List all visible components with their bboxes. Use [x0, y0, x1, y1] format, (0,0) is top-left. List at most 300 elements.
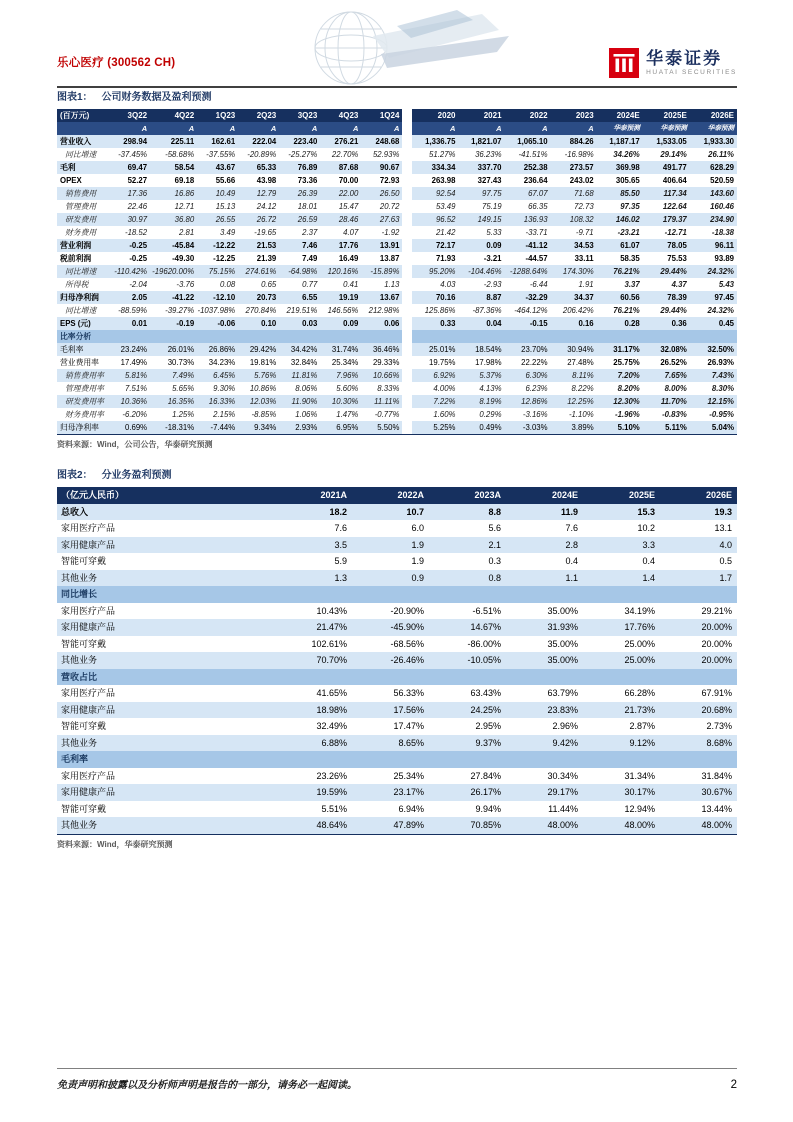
table1-annual-value: 160.46	[710, 202, 734, 211]
table1-cell	[197, 330, 238, 343]
table1-annual-value: 7.22%	[412, 395, 458, 408]
table1-quarter-value: 52.27	[127, 176, 148, 185]
table1-annual-value: 31.17%	[597, 343, 643, 356]
table2-value: 30.67%	[660, 784, 737, 801]
table1-quarter-value: 26.72	[238, 213, 279, 226]
table2-value: 34.19%	[624, 605, 655, 616]
table2-value: 0.5	[719, 556, 732, 566]
table2-value: 1.9	[352, 537, 429, 554]
table1-annual-value: 263.98	[431, 176, 456, 185]
table1-annual-value: 97.45	[690, 291, 737, 304]
table2-value: 20.00%	[660, 652, 737, 669]
globe-watermark	[277, 8, 517, 86]
table1-quarter-value: 0.77	[302, 280, 318, 289]
table1-row	[57, 356, 737, 369]
table1-quarter-value: 43.67	[197, 161, 238, 174]
figure-2-label: 图表2：	[57, 470, 93, 481]
table2-value: 5.6	[488, 523, 501, 533]
table2-value: 10.7	[352, 504, 429, 521]
table1-annual-value: 491.77	[643, 161, 690, 174]
table1-gap-cell	[402, 330, 412, 343]
figure-1-title	[57, 92, 737, 104]
table1-row-label: 财务费用率	[65, 410, 104, 419]
table1-quarter-value: 219.51%	[286, 306, 318, 315]
table1-annual-value: 5.25%	[412, 421, 458, 435]
table1-quarter-value: -19.65	[254, 228, 277, 237]
table2-row-label: 其他业务	[57, 570, 275, 587]
table2-row-label: 智能可穿戴	[61, 638, 107, 649]
table1-annual-header: 2021	[458, 109, 504, 122]
table2-value: 30.17%	[583, 784, 660, 801]
table2-value: 41.65%	[316, 688, 347, 698]
table1-annual-value: 32.08%	[643, 343, 690, 356]
table1-annual-value: 4.37	[671, 280, 687, 289]
table1-annual-value: 18.54%	[458, 343, 504, 356]
table1-annual-value: -3.03%	[505, 421, 551, 435]
table1-annual-value: -18.38	[711, 228, 734, 237]
table1-annual-value: 628.29	[690, 161, 737, 174]
table1-annual-value: 72.73	[574, 202, 594, 211]
table1-row-label: 毛利率	[57, 343, 109, 356]
table1-forecast-flag: 华泰预测	[690, 122, 737, 135]
table2-body	[57, 504, 737, 835]
table2-value: 8.68%	[660, 735, 737, 752]
table1-annual-value: 75.53	[667, 254, 687, 263]
table1-actual-flag: A	[109, 122, 150, 135]
figure-1-section	[57, 92, 737, 450]
table2-value: 1.9	[411, 556, 424, 566]
table1-annual-value: 95.20%	[412, 265, 458, 278]
table1-annual-value: 96.52	[412, 213, 458, 226]
table2-value: 6.88%	[275, 735, 352, 752]
table1-cell	[361, 330, 402, 343]
table1-quarter-value: -6.20%	[122, 410, 148, 419]
table1-quarter-value: 0.41	[343, 280, 359, 289]
table1-row-label: 归母净利率	[57, 421, 109, 435]
table1-annual-value: 149.15	[458, 213, 504, 226]
table1-quarter-value: 55.66	[215, 176, 236, 185]
table1-quarter-value: 76.89	[279, 161, 320, 174]
table1-annual-value: -1288.64%	[505, 265, 551, 278]
table2-cell	[660, 669, 737, 686]
table1-quarter-value: 26.55	[197, 213, 238, 226]
table1-quarter-value: 10.30%	[320, 395, 361, 408]
table1-actual-flag: A	[551, 122, 597, 135]
table1-annual-value: 5.37%	[458, 369, 504, 382]
table1-quarter-header: 3Q22	[109, 109, 150, 122]
table1-row-label: 销售费用率	[57, 369, 109, 382]
table1-annual-value: 327.43	[477, 176, 502, 185]
table2-row	[57, 718, 737, 735]
table1-quarter-value: -37.45%	[118, 150, 148, 159]
table1-annual-value: 236.64	[523, 176, 548, 185]
table1-quarter-value: 2.81	[178, 228, 195, 237]
table1-annual-value: 12.15%	[690, 395, 737, 408]
table2-value: 31.93%	[506, 619, 583, 636]
table1-gap-cell	[402, 395, 412, 408]
table2-value: 10.2	[637, 523, 655, 533]
table1-forecast-flag: 华泰预测	[597, 122, 643, 135]
table1-annual-value: 1.60%	[433, 410, 456, 419]
table2-value: 13.44%	[701, 803, 732, 814]
table1-row	[57, 161, 737, 174]
table1-quarter-value: 0.03	[279, 317, 320, 330]
table2-value: 23.83%	[506, 702, 583, 719]
figure-1-label: 图表1：	[57, 92, 93, 103]
table1-quarter-value: 10.36%	[109, 395, 150, 408]
table1-annual-value: 884.26	[551, 135, 597, 148]
table1-gap-cell	[402, 109, 412, 122]
table1-annual-value: -464.12%	[514, 306, 548, 315]
table1-quarter-value: 34.42%	[279, 343, 320, 356]
table2-value: 31.84%	[701, 770, 732, 781]
table1-quarter-value: 36.80	[150, 213, 197, 226]
table2-value: 14.67%	[429, 619, 506, 636]
table2-value: 19.59%	[275, 784, 352, 801]
table1-annual-value: -1.96%	[615, 410, 640, 419]
table1-quarter-value: 11.81%	[279, 369, 320, 382]
figure-2-section	[57, 470, 737, 850]
table1-gap-cell	[402, 174, 412, 187]
table2-value: 31.34%	[624, 770, 655, 781]
table1-row-label: 同比增速	[65, 306, 97, 315]
table1-quarter-value: 36.46%	[361, 343, 402, 356]
table1-annual-value: -87.36%	[472, 306, 502, 315]
table1-quarter-value: 11.90%	[279, 395, 320, 408]
table1-quarter-value: 31.74%	[320, 343, 361, 356]
table2-value: 47.89%	[352, 817, 429, 834]
table1-annual-value: 369.98	[597, 161, 643, 174]
table1-row-label: 所得税	[65, 280, 89, 289]
table1-quarter-value: 25.34%	[331, 358, 359, 367]
table2-value: 70.70%	[275, 652, 352, 669]
table1-annual-value: -0.15	[505, 317, 551, 330]
table1-quarter-value: 1.13	[384, 280, 400, 289]
table2-row-label: 总收入	[57, 504, 275, 521]
table1-annual-value: 76.21%	[597, 265, 643, 278]
table1-annual-value: 1,821.07	[458, 135, 504, 148]
table1-quarter-value: -0.25	[129, 254, 148, 263]
table2-row-label: 智能可穿戴	[61, 556, 107, 566]
table1-quarter-value: 2.05	[109, 291, 150, 304]
table1-annual-header: 2025E	[643, 109, 690, 122]
table1-quarter-value: 16.35%	[150, 395, 197, 408]
table1-annual-value: -104.46%	[458, 265, 504, 278]
table1-row-label: EPS (元)	[57, 317, 109, 330]
table1-annual-value: 5.43	[718, 280, 734, 289]
table1-quarter-value: 28.46	[320, 213, 361, 226]
table1-annual-value: 25.01%	[412, 343, 458, 356]
table1-annual-value: -41.51%	[518, 150, 548, 159]
table1-annual-value: 0.28	[597, 317, 643, 330]
table2-value: 48.00%	[506, 817, 583, 834]
figure-1-caption: 公司财务数据及盈利预测	[101, 92, 212, 103]
table1-annual-value: -2.93	[483, 280, 502, 289]
table2-col-header: 2023A	[429, 487, 506, 504]
table1-quarter-value: 70.00	[338, 176, 359, 185]
table1-annual-value: 51.27%	[429, 150, 456, 159]
table2-value: 63.79%	[547, 688, 578, 698]
table1-row	[57, 239, 737, 252]
table2-cell	[583, 669, 660, 686]
table1-row-label: 财务费用	[65, 228, 97, 237]
table1-quarter-value: 1.25%	[172, 410, 195, 419]
table2-section-row	[57, 586, 737, 603]
table1-section-label: 比率分析	[57, 330, 109, 343]
table1-quarter-value: 222.04	[238, 135, 279, 148]
table1-gap-cell	[402, 343, 412, 356]
table2-cell	[352, 669, 429, 686]
table1-quarter-value: -37.55%	[206, 150, 236, 159]
table1-quarter-value: 12.79	[238, 187, 279, 200]
table1-annual-value: 25.75%	[613, 358, 640, 367]
table1-annual-value: 3.37	[624, 280, 640, 289]
table1-quarter-value: 298.94	[109, 135, 150, 148]
table2-value: 26.17%	[429, 784, 506, 801]
table1-annual-value: 0.33	[412, 317, 458, 330]
table1-quarter-value: 26.86%	[197, 343, 238, 356]
table1-quarter-value: -20.89%	[247, 150, 277, 159]
table1-annual-value: 21.42	[435, 228, 456, 237]
table2-row	[57, 619, 737, 636]
table1-quarter-value: 21.53	[238, 239, 279, 252]
table2-value: -6.51%	[472, 605, 501, 616]
table1-quarter-value: 27.63	[361, 213, 402, 226]
table1-annual-value: 76.21%	[613, 306, 640, 315]
table1-annual-value: 5.11%	[643, 421, 690, 435]
figure-2-title	[57, 470, 737, 482]
table1-quarter-value: 87.68	[320, 161, 361, 174]
table2-section-label: 毛利率	[57, 751, 275, 768]
table1-quarter-value: 65.33	[238, 161, 279, 174]
table1-quarter-value: 0.01	[109, 317, 150, 330]
table1-quarter-header: 1Q23	[197, 109, 238, 122]
table1-quarter-value: 12.03%	[238, 395, 279, 408]
table2-cell	[506, 669, 583, 686]
table1-actual-flag: A	[361, 122, 402, 135]
table1-subheader-empty	[57, 122, 109, 135]
table2-value: 25.00%	[624, 638, 655, 649]
table1-annual-value: 252.38	[505, 161, 551, 174]
table2-value: 2.73%	[706, 721, 732, 731]
table1-row-label: 归母净利润	[57, 291, 109, 304]
table1-annual-value: -33.71	[525, 228, 548, 237]
table2-value: 13.1	[714, 523, 732, 533]
table1-annual-value: 26.11%	[708, 150, 734, 159]
table2-cell	[429, 751, 506, 768]
table1-annual-value: 29.44%	[660, 306, 687, 315]
table1-annual-value: 1,533.05	[643, 135, 690, 148]
figure-1-source: 资料来源：Wind，公司公告，华泰研究预测	[57, 440, 213, 449]
table1-quarter-value: 9.30%	[213, 384, 236, 393]
table1-gap-cell	[402, 135, 412, 148]
table2-cell	[429, 669, 506, 686]
table1-annual-value: 24.32%	[707, 306, 734, 315]
table1-quarter-value: 15.47	[338, 202, 359, 211]
table1-quarter-value: 75.15%	[197, 265, 238, 278]
table1-quarter-value: 7.49	[302, 254, 318, 263]
table1-annual-value: 5.33	[486, 228, 502, 237]
table1-cell	[109, 330, 150, 343]
table1-quarter-value: -0.06	[197, 317, 238, 330]
table1-quarter-value: 17.76	[320, 239, 361, 252]
brand-name-cn: 华泰证券	[646, 49, 723, 68]
table2-value: 25.00%	[583, 652, 660, 669]
table1-quarter-value: -18.31%	[150, 421, 197, 435]
table1-row-label: 营业利润	[57, 239, 109, 252]
table1-section-row	[57, 330, 737, 343]
table1-annual-value: 143.60	[690, 187, 737, 200]
table1-quarter-header: 4Q22	[150, 109, 197, 122]
table2-value: 32.49%	[316, 721, 347, 731]
table1-annual-value: 97.35	[620, 202, 640, 211]
table1-annual-value: 22.22%	[521, 358, 548, 367]
table2-col-header: 2026E	[660, 487, 737, 504]
table1-annual-value: 53.49	[435, 202, 456, 211]
table1-annual-value: 29.14%	[660, 150, 687, 159]
table1-gap-cell	[402, 291, 412, 304]
table1-quarter-value: 276.21	[320, 135, 361, 148]
table1-cell	[690, 330, 737, 343]
table1-quarter-value: 6.55	[279, 291, 320, 304]
table1-actual-flag: A	[505, 122, 551, 135]
table2-value: 8.8	[429, 504, 506, 521]
table1-quarter-value: 30.73%	[167, 358, 195, 367]
table2-value: 19.3	[660, 504, 737, 521]
table2-row	[57, 685, 737, 702]
table1-annual-value: 0.16	[551, 317, 597, 330]
table1-annual-value: 92.54	[412, 187, 458, 200]
table2-value: 23.17%	[352, 784, 429, 801]
table1-cell	[150, 330, 197, 343]
table1-row-label: 营业费用率	[60, 358, 99, 367]
table1-annual-value: 75.19	[482, 202, 502, 211]
table1-annual-value: -6.44	[529, 280, 548, 289]
table1-quarter-value: 22.00	[320, 187, 361, 200]
table1-annual-value: 179.37	[643, 213, 690, 226]
table1-annual-value: 136.93	[505, 213, 551, 226]
table2-value: 9.12%	[583, 735, 660, 752]
table2-row	[57, 768, 737, 785]
table1-quarter-value: -15.89%	[361, 265, 402, 278]
table1-head	[57, 109, 737, 135]
table1-annual-value: 19.75%	[429, 358, 456, 367]
table1-annual-header: 2026E	[690, 109, 737, 122]
table2-value: 0.4	[565, 556, 578, 566]
table1-annual-value: 406.64	[662, 176, 687, 185]
table2-value: 2.8	[506, 537, 583, 554]
table1-annual-value: 6.23%	[525, 384, 548, 393]
table2-cell	[583, 751, 660, 768]
table2-value: 56.33%	[393, 688, 424, 698]
table1-quarter-value: 24.12	[256, 202, 277, 211]
table1-quarter-value: 5.65%	[172, 384, 195, 393]
table1-quarter-value: 146.56%	[327, 306, 359, 315]
table1-cell	[597, 330, 643, 343]
table1-quarter-value: 29.42%	[238, 343, 279, 356]
table1-annual-value: 8.22%	[571, 384, 594, 393]
table1-quarter-value: 248.68	[361, 135, 402, 148]
table1-quarter-value: 16.86	[150, 187, 197, 200]
table2-row-label: 家用健康产品	[57, 537, 275, 554]
table1-quarter-value: 10.49	[197, 187, 238, 200]
table1-actual-flag: A	[458, 122, 504, 135]
table1-annual-value: 17.98%	[475, 358, 502, 367]
table2-cell	[583, 586, 660, 603]
table1-gap-cell	[402, 408, 412, 421]
table1-quarter-value: 16.33%	[197, 395, 238, 408]
table2-value: 7.6	[334, 523, 347, 533]
table1-gap-cell	[402, 356, 412, 369]
table1-quarter-value: -0.77%	[374, 410, 400, 419]
table1-actual-flag: A	[197, 122, 238, 135]
table1-annual-value: -23.21	[617, 228, 640, 237]
huatai-logo-icon	[609, 48, 639, 78]
table1-annual-value: 93.89	[714, 254, 734, 263]
table1-quarter-value: 11.11%	[361, 395, 402, 408]
table2-section-row	[57, 669, 737, 686]
table1-body	[57, 135, 737, 435]
table2-value: 2.87%	[629, 721, 655, 731]
table1-annual-value: 5.04%	[690, 421, 737, 435]
table1-quarter-value: -0.25	[109, 239, 150, 252]
table2-value: 1.7	[660, 570, 737, 587]
table1-annual-value: -9.71	[575, 228, 594, 237]
table1-annual-value: 0.04	[458, 317, 504, 330]
table2-col-header: 2025E	[583, 487, 660, 504]
table1-quarter-value: 73.36	[297, 176, 318, 185]
table1-quarter-value: -58.68%	[165, 150, 195, 159]
table1-quarter-value: 1.06%	[295, 410, 318, 419]
table1-annual-value: 3.89%	[551, 421, 597, 435]
table1-annual-value: 5.10%	[597, 421, 643, 435]
table1-row-label: 毛利	[57, 161, 109, 174]
table1-row	[57, 278, 737, 291]
table1-quarter-value: 2.37	[302, 228, 318, 237]
table1-quarter-value: 0.06	[361, 317, 402, 330]
page-footer	[57, 1068, 737, 1091]
table1-annual-value: 4.03	[440, 280, 456, 289]
table1-row-label: 营业收入	[57, 135, 109, 148]
table1-cell	[238, 330, 279, 343]
table1-cell	[551, 330, 597, 343]
table2-cell	[660, 586, 737, 603]
table1-annual-value: 12.30%	[597, 395, 643, 408]
table2-value: 66.28%	[624, 688, 655, 698]
table2-col-header: 2022A	[352, 487, 429, 504]
table1-annual-value: 122.64	[662, 202, 687, 211]
table2-col-header: 2021A	[275, 487, 352, 504]
table1-annual-value: 11.70%	[643, 395, 690, 408]
table1-gap-cell	[402, 161, 412, 174]
table2-value: 17.56%	[352, 702, 429, 719]
table1-cell	[279, 330, 320, 343]
table1-quarter-value: -88.59%	[118, 306, 148, 315]
table1-annual-value: 58.35	[620, 254, 640, 263]
page-header	[57, 34, 737, 88]
table2-value: 6.94%	[398, 803, 424, 814]
table1-annual-value: -3.21	[483, 254, 502, 263]
table2-value: 11.44%	[548, 803, 578, 814]
table1-actual-flag: A	[150, 122, 197, 135]
table1-quarter-value: 10.66%	[361, 369, 402, 382]
table1-row	[57, 200, 737, 213]
table1-quarter-value: -25.27%	[288, 150, 318, 159]
table1-annual-value: 206.42%	[562, 306, 594, 315]
table1-annual-value: 71.93	[435, 254, 456, 263]
table1-quarter-value: -12.22	[197, 239, 238, 252]
table2-value: 1.3	[275, 570, 352, 587]
